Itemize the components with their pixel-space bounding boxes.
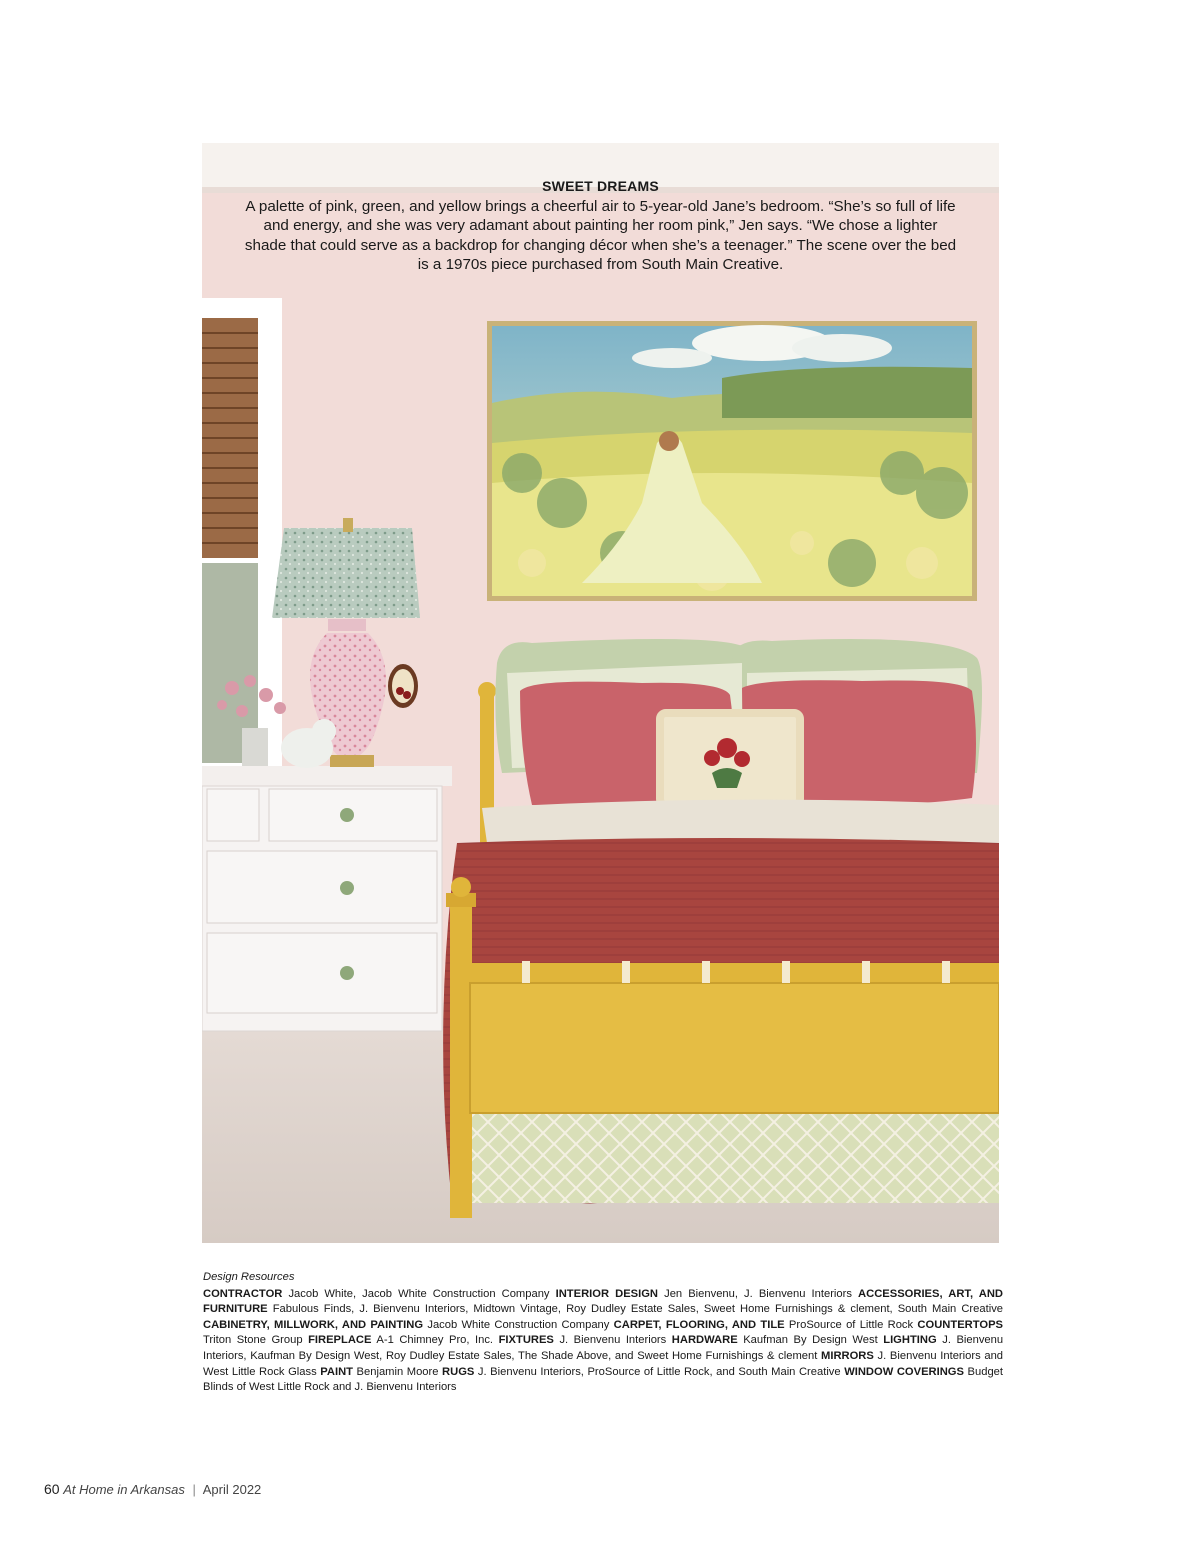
bedroom-illustration: [202, 143, 999, 1243]
footer-separator: |: [192, 1482, 196, 1497]
resource-text: J. Bienvenu Interiors, Kaufman By Design West, Roy Dudley Estate Sales, The Shade Above, and Sweet Home Furnishings & clement: [203, 1334, 1004, 1362]
caption-body: A palette of pink, green, and yellow brings a cheerful air to 5-year-old Jane’s bedroom. “She’s so full of life and energy, and she was very adamant about painting her room pink,” Jen says. “We chose a lighter shade that could serve as a backdrop for changing décor when she’s a teenager.” The scene over the bed is a 1970s piece purchased from South Main Creative.: [244, 197, 957, 273]
resource-text: Jen Bienvenu, J. Bienvenu Interiors: [664, 1287, 852, 1300]
resource-text: Kaufman By Design West: [743, 1334, 878, 1347]
resource-text: J. Bienvenu Interiors and West Little Rock Glass: [203, 1349, 1004, 1378]
resource-category: MIRRORS: [821, 1349, 874, 1362]
page-number: 60: [44, 1481, 60, 1497]
bedroom-photo: [202, 143, 999, 1243]
page-footer: [44, 1481, 261, 1497]
resource-category: COUNTERTOPS: [917, 1318, 1003, 1331]
resource-text: J. Bienvenu Interiors, ProSource of Little Rock, and South Main Creative: [477, 1365, 841, 1378]
caption-title: SWEET DREAMS: [542, 178, 659, 194]
resource-category: CABINETRY, MILLWORK, AND PAINTING: [203, 1318, 424, 1331]
design-resources: [203, 1270, 1003, 1396]
resource-text: Triton Stone Group: [203, 1334, 303, 1347]
magazine-title: At Home in Arkansas: [63, 1482, 185, 1497]
resource-text: A-1 Chimney Pro, Inc.: [376, 1334, 494, 1347]
resource-category: RUGS: [442, 1365, 475, 1378]
design-resources-label: Design Resources: [203, 1271, 295, 1283]
resource-category: CONTRACTOR: [203, 1287, 283, 1300]
resource-category: CARPET, FLOORING, AND TILE: [613, 1318, 785, 1331]
resource-text: ProSource of Little Rock: [788, 1318, 914, 1331]
resource-text: Jacob White Construction Company: [427, 1318, 610, 1331]
resource-category: WINDOW COVERINGS: [844, 1365, 964, 1378]
resource-text: Jacob White, Jacob White Construction Company: [288, 1287, 550, 1300]
issue-date: April 2022: [202, 1482, 262, 1497]
resource-category: HARDWARE: [671, 1334, 738, 1347]
resource-text: Fabulous Finds, J. Bienvenu Interiors, Midtown Vintage, Roy Dudley Estate Sales, Sweet Home Furnishings & clement, South Main Creative: [272, 1303, 1004, 1316]
resource-text: J. Bienvenu Interiors: [559, 1334, 667, 1347]
resource-category: PAINT: [320, 1365, 353, 1378]
resource-category: INTERIOR DESIGN: [555, 1287, 659, 1300]
resource-category: ACCESSORIES, ART, AND FURNITURE: [203, 1287, 1004, 1316]
resource-text: Budget Blinds of West Little Rock and J. Bienvenu Interiors: [203, 1365, 1004, 1394]
resource-category: FIXTURES: [498, 1334, 554, 1347]
resource-text: Benjamin Moore: [356, 1365, 439, 1378]
resource-category: FIREPLACE: [308, 1334, 372, 1347]
resource-category: LIGHTING: [883, 1334, 937, 1347]
photo-caption: [242, 177, 959, 275]
